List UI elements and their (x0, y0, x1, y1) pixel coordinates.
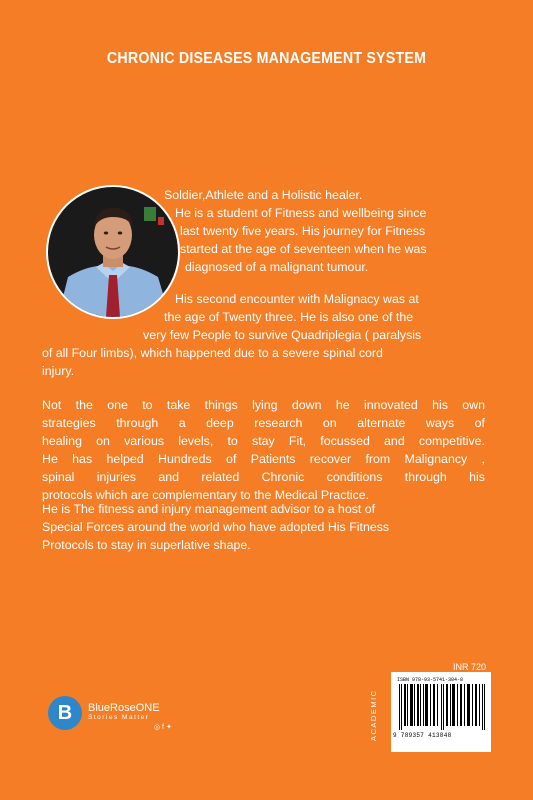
book-title: CHRONIC DISEASES MANAGEMENT SYSTEM (106, 50, 427, 67)
publisher-website: www.BlueRoseOne.com (397, 741, 475, 748)
bio-line: last twenty five years. His journey for Fitness (180, 224, 426, 238)
bio-line: He has helped Hundreds of Patients recover from Malignancy , (42, 452, 485, 466)
barcode-number: 9 789357 413848 (393, 732, 452, 739)
publisher-tagline: Stories Matter (88, 714, 150, 721)
bio-paragraph-3 (42, 500, 485, 554)
bio-line: He is The fitness and injury management advisor to a host of (42, 502, 376, 516)
bio-line: healing on various levels, to stay Fit, focussed and competitive. (42, 434, 485, 448)
isbn-barcode (391, 672, 491, 752)
bio-line: very few People to survive Quadriplegia ( paralysis (143, 328, 422, 342)
barcode-icon (399, 684, 485, 730)
bio-line: Special Forces around the world who have adopted His Fitness (42, 520, 390, 534)
publisher-name: BlueRoseONE (88, 702, 160, 714)
price-label: INR 720 (453, 662, 487, 672)
bio-line: the age of Twenty three. He is also one of the (164, 310, 414, 324)
bio-line: started at the age of seventeen when he was (180, 242, 427, 256)
author-portrait-image (48, 187, 178, 317)
genre-label: ACADEMIC (369, 689, 378, 741)
bio-line: He is a student of Fitness and wellbeing since (175, 206, 427, 220)
bio-line: Not the one to take things lying down he innovated his own (42, 398, 485, 412)
bio-line: diagnosed of a malignant tumour. (185, 260, 369, 274)
publisher-b-icon: B (48, 696, 82, 730)
bio-line: Protocols to stay in superlative shape. (42, 538, 251, 552)
publisher-logo (48, 696, 188, 736)
bio-line: spinal injuries and related Chronic conditions through his (42, 470, 485, 484)
bio-line: of all Four limbs), which happened due to a severe spinal cord (42, 346, 383, 360)
bio-paragraph-2 (42, 396, 485, 504)
bio-line: strategies through a deep research on alternate ways of (42, 416, 485, 430)
bio-line: Soldier,Athlete and a Holistic healer. (164, 188, 363, 202)
bio-line: injury. (42, 364, 75, 378)
bio-line: protocols which are complementary to the Medical Practice. (42, 488, 370, 502)
author-photo (48, 187, 178, 317)
social-icons: ◎ f ✦ (154, 724, 172, 731)
isbn-label: ISBN 978-93-5741-384-8 (397, 677, 464, 683)
bio-line: His second encounter with Malignacy was at (175, 292, 419, 306)
